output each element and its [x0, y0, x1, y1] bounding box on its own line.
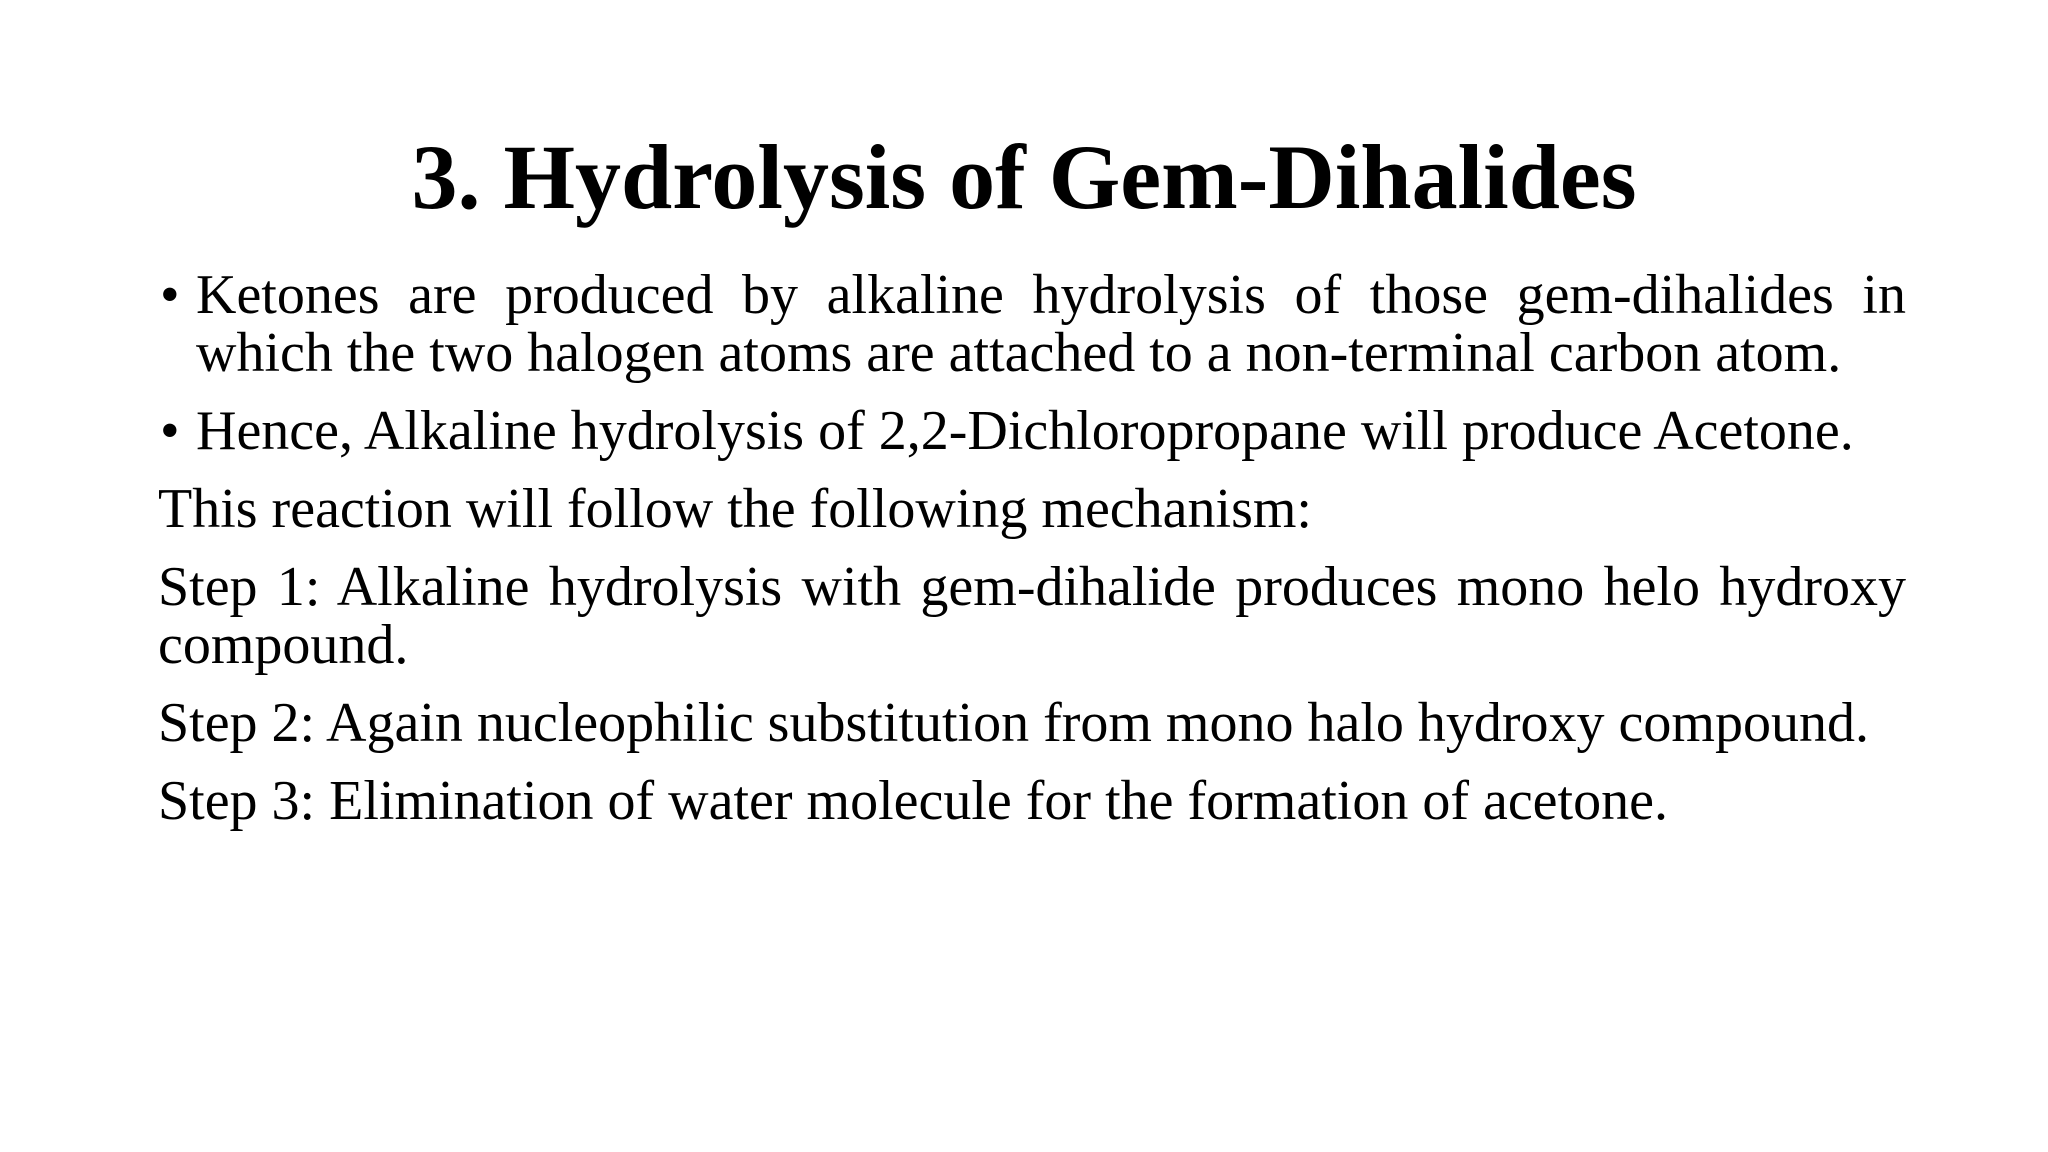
bullet-item [158, 402, 1906, 460]
bullet-item [158, 266, 1906, 382]
bullet-icon: • [160, 264, 180, 326]
bullet-icon: • [160, 400, 180, 462]
step-3: Step 3: Elimination of water molecule for the formation of acetone. [158, 770, 1668, 832]
slide-title: 3. Hydrolysis of Gem-Dihalides [411, 126, 1637, 228]
bullet-text: Ketones are produced by alkaline hydrolysis of those gem-dihalides in which the two halogen atoms are attached to a non-terminal carbon atom. [196, 264, 1906, 384]
bullet-text: Hence, Alkaline hydrolysis of 2,2-Dichloropropane will produce Acetone. [196, 400, 1854, 462]
slide-body [158, 266, 1906, 850]
mechanism-intro: This reaction will follow the following mechanism: [158, 478, 1312, 540]
step-2: Step 2: Again nucleophilic substitution from mono halo hydroxy compound. [158, 692, 1869, 754]
step-1: Step 1: Alkaline hydrolysis with gem-dihalide produces mono helo hydroxy compound. [158, 556, 1906, 676]
